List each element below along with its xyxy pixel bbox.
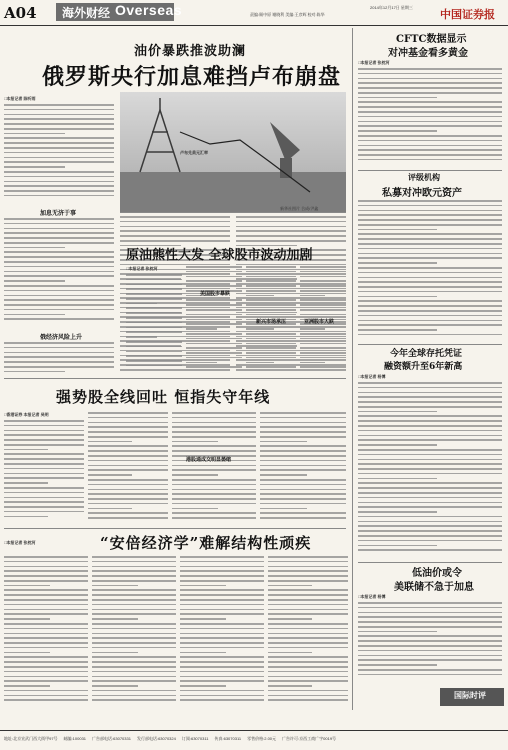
oil-headline: 原油熊性大发 全球股市波动加剧 (126, 248, 313, 263)
footer-fax: 传真:63070311 (214, 736, 242, 741)
top-story-sub1: 加息无济于事 (40, 210, 77, 217)
footer-price: 零售价格:2.00元 (247, 736, 277, 741)
bottom-col2 (92, 556, 176, 706)
footer-bar (4, 736, 504, 741)
oil-col2 (186, 266, 242, 374)
mid-headline: 强势股全线回吐 恒指失守年线 (56, 388, 271, 406)
footer-ad-phone: 广告部电话:63070331 (92, 736, 131, 741)
gold-headline-2: 美联储不急于加息 (394, 582, 474, 593)
bottom-col4 (268, 556, 348, 706)
footer-rule (0, 730, 508, 731)
bond-headline-1: 今年全球存托凭证 (390, 349, 463, 359)
section-title: 海外财经 (62, 6, 111, 20)
bottom-col3 (180, 556, 264, 706)
footer-dist-phone: 发行部电话:63070324 (136, 736, 176, 741)
footer-postcode: 邮编:100031 (63, 736, 87, 741)
top-story-col1c (4, 342, 114, 378)
top-story-col1 (4, 104, 114, 204)
footer-address: 地址:北京宣武门西大街甲97号 (4, 736, 58, 741)
paper-logo: 中国证券报 (440, 8, 495, 21)
bond-byline: □本报记者 杨博 (358, 374, 386, 379)
top-story-sub2: 俄经济风险上升 (40, 334, 83, 341)
top-story-photo (120, 92, 346, 212)
right-rule-3 (358, 562, 502, 563)
bottom-rule-top (4, 528, 346, 529)
oil-sub2: 新兴市场承压 (256, 319, 287, 325)
rating-body (358, 200, 502, 340)
date-line: 2014年12月17日 星期三 (370, 5, 413, 10)
header-rule (0, 25, 508, 26)
editor-line: 责编:顾中原 谢晓利 美编:王彦辉 校对:陈华 (250, 12, 325, 17)
bond-headline-2: 融资额升至6年新高 (384, 362, 463, 372)
mid-sub: 港股通成交明显萎缩 (186, 457, 232, 463)
gold-body (358, 602, 502, 682)
page-number: A04 (4, 4, 37, 22)
top-story-kicker: 油价暴跌推波助澜 (134, 44, 247, 59)
top-story-headline: 俄罗斯央行加息难挡卢布崩盘 (42, 64, 342, 90)
photo-caption: 新华社图片 合成/尹鑫 (280, 206, 319, 211)
top-story-col1b (4, 218, 114, 328)
right-rule-1 (358, 170, 502, 171)
footer-license: 广告许可:京西工商广字0019号 (282, 736, 337, 741)
cftc-headline-2: 对冲基金看多黄金 (388, 48, 468, 59)
top-story-byline: □本报记者 陈听雨 (4, 96, 36, 101)
cftc-body (358, 68, 502, 168)
mid-rule-top (4, 378, 346, 379)
footer-sub: 订阅:63070311 (181, 736, 209, 741)
oil-rule (120, 212, 346, 213)
mid-col1 (4, 420, 84, 524)
commentary-badge-text: 国际时评 (454, 690, 486, 700)
rating-headline-1: 评级机构 (408, 172, 440, 182)
oil-sub1: 美国股市暴跌 (200, 291, 231, 297)
oil-sub3: 亚洲股市大跌 (304, 319, 335, 325)
cftc-headline-1: CFTC数据显示 (396, 34, 467, 45)
photo-rate-label: 卢布兑美元汇率 (180, 150, 208, 155)
mid-col4 (260, 412, 346, 524)
oil-byline: □本报记者 张枕河 (126, 266, 158, 271)
oil-col1 (126, 274, 182, 374)
cftc-byline: □本报记者 张枕河 (358, 60, 390, 65)
mid-col3 (172, 412, 256, 524)
masthead (0, 0, 508, 27)
bottom-col1 (4, 556, 88, 706)
rating-headline-2: 私募对冲欧元资产 (382, 188, 462, 199)
gold-byline: □本报记者 杨博 (358, 594, 386, 599)
bottom-headline: “安倍经济学”难解结构性顽疾 (100, 534, 312, 552)
mid-byline: □香港证券 本报记者 吴明 (4, 412, 49, 417)
section-title-en: Overseas (115, 2, 183, 18)
bond-body (358, 382, 502, 558)
gold-headline-1: 低油价或令 (412, 568, 462, 579)
right-col-divider (352, 28, 353, 710)
right-rule-2 (358, 344, 502, 345)
bottom-byline: □本报记者 张枕河 (4, 540, 36, 545)
mid-col2 (88, 412, 168, 524)
